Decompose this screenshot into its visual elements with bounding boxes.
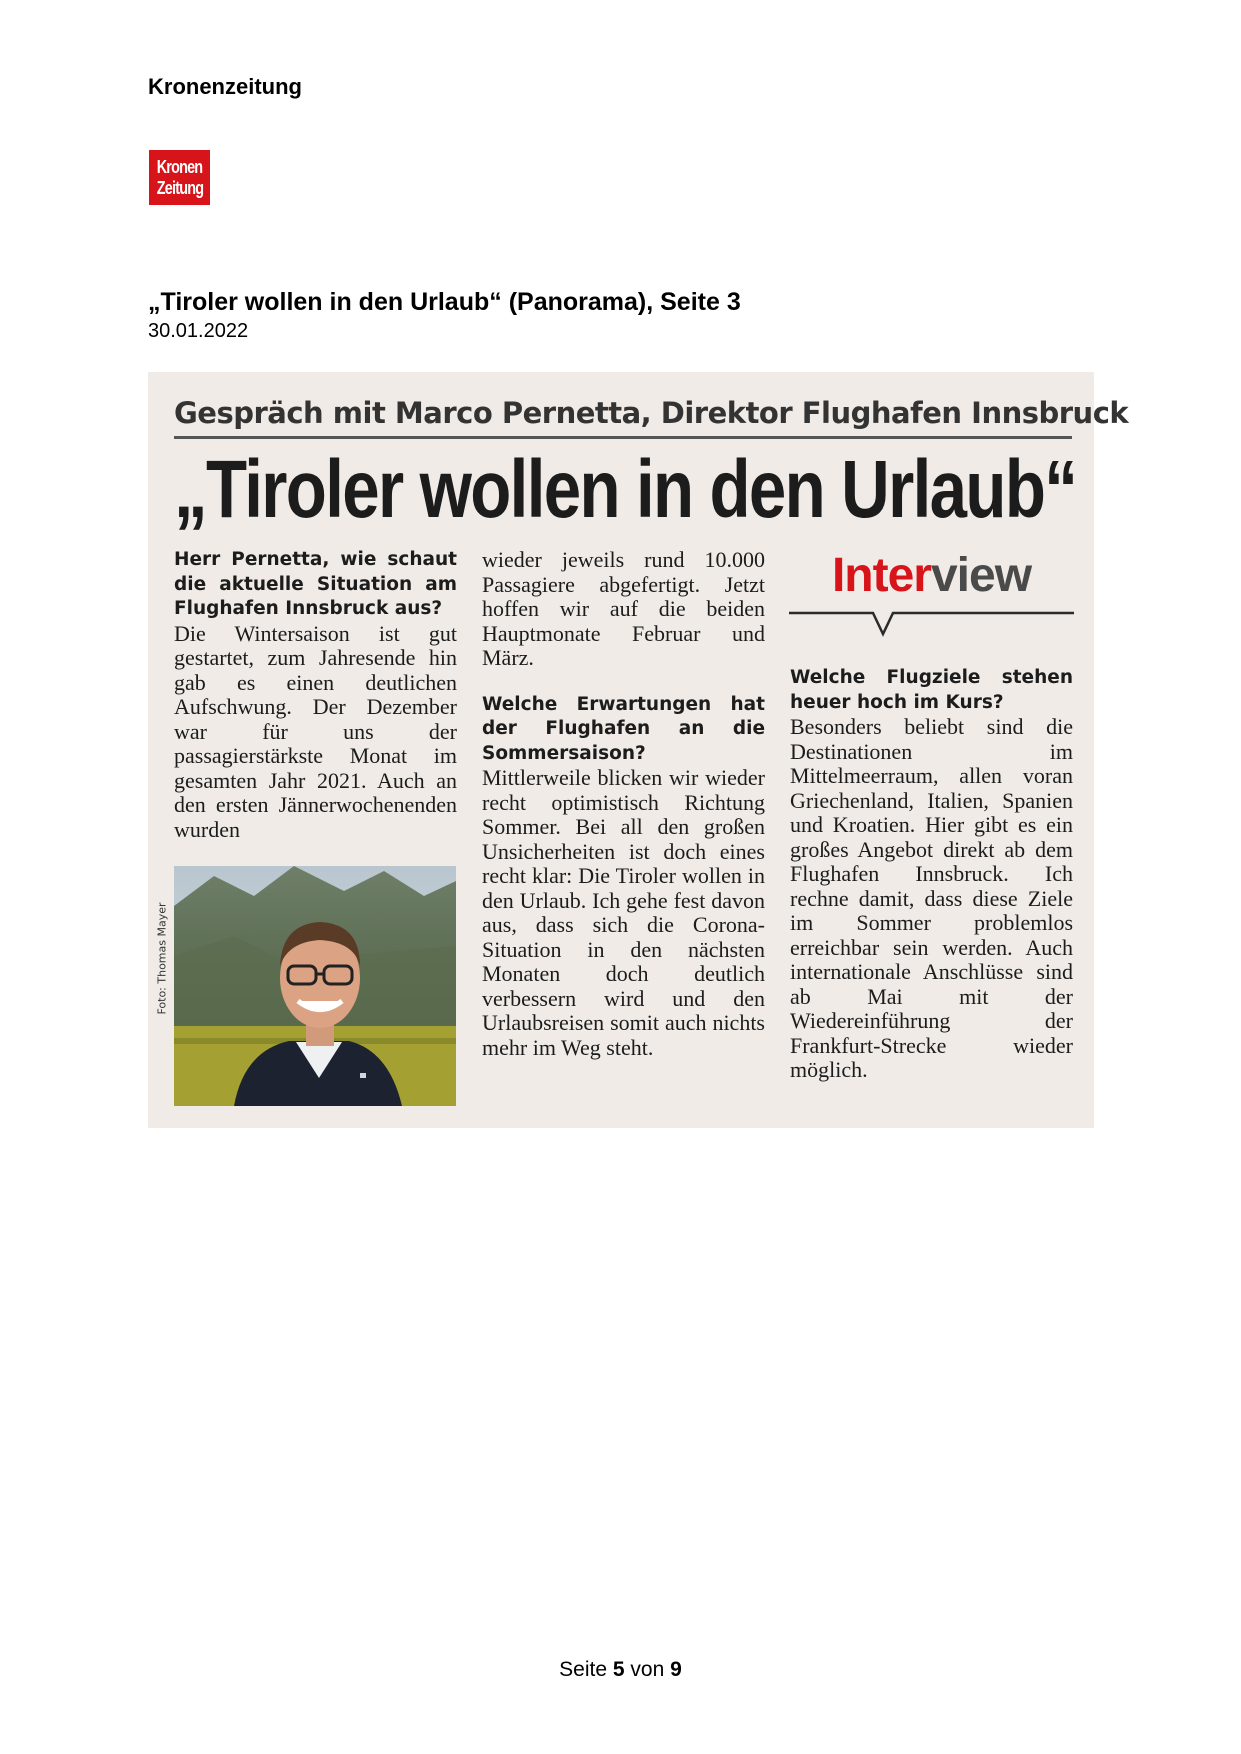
- newspaper-clipping: [148, 372, 1129, 1128]
- footer-middle: von: [630, 1658, 665, 1681]
- clip-title: „Tiroler wollen in den Urlaub“ (Panorama), Seite 3: [148, 288, 741, 316]
- photo-credit: [150, 902, 170, 1032]
- answer-3: Besonders beliebt sind die Destinationen im Mittelmeerraum, allen voran Griechenland, Italien, Spanien und Kroatien. Hier gibt es ein großes Angebot direkt ab dem Flughafen Innsbruck. Ich rechne damit, dass diese Ziele im Sommer problemlos erreichbar sein werden. Auch internationale Anschlüsse sind ab Mai mit der Wiedereinführung der Frankfurt-Strecke wieder möglich.: [790, 714, 1073, 1082]
- footer-total-pages: 9: [670, 1658, 682, 1681]
- question-3: Welche Flugziele stehen heuer hoch im Kurs?: [790, 667, 1073, 713]
- article-column-2: [482, 548, 765, 1060]
- logo-line-2: Zeitung: [156, 177, 203, 198]
- article-column-1: [174, 548, 457, 842]
- page-footer: [0, 1658, 1241, 1682]
- clip-date: 30.01.2022: [148, 320, 249, 342]
- kicker-divider: [174, 436, 1072, 439]
- answer-1-part-2: wieder jeweils rund 10.000 Passagiere abgefertigt. Jetzt hoffen wir auf die beiden Hauptmonate Februar und März.: [482, 547, 765, 670]
- interview-label-red: Inter: [831, 549, 931, 602]
- answer-1-part-1: Die Wintersaison ist gut gestartet, zum Jahresende hin gab es einen deutlichen Aufschwung. Der Dezember war für uns der passagierstärkste Monat im gesamten Jahr 2021. Auch an den ersten Jännerwochenenden wurden: [174, 620, 457, 842]
- kronen-zeitung-logo: [149, 150, 210, 205]
- footer-prefix: Seite: [559, 1658, 608, 1681]
- portrait-photo: [174, 866, 456, 1106]
- photo-credit-text: Foto: Thomas Mayer: [155, 902, 169, 1015]
- speech-bubble-icon: [788, 608, 1075, 638]
- portrait-illustration: [174, 866, 456, 1106]
- article-kicker: Gespräch mit Marco Pernetta, Direktor Flughafen Innsbruck: [174, 396, 1129, 430]
- interview-label: [790, 550, 1073, 602]
- answer-2: Mittlerweile blicken wir wieder recht optimistisch Richtung Sommer. Bei all den großen Unsicherheiten ist doch eines recht klar: Die Tiroler wollen in den Urlaub. Ich gehe fest davon aus, dass sich die Corona-Situation in den nächsten Monaten doch deutlich verbessern wird und den Urlaubsreisen somit auch nichts mehr im Weg steht.: [482, 765, 765, 1060]
- publication-name: Kronenzeitung: [148, 74, 302, 99]
- logo-line-1: Kronen: [156, 156, 203, 177]
- article-headline: „Tiroler wollen in den Urlaub“: [174, 444, 1077, 535]
- question-1: Herr Pernetta, wie schaut die aktuelle Situation am Flughafen Innsbruck aus?: [174, 549, 457, 619]
- interview-label-grey: view: [930, 549, 1032, 602]
- footer-page-number: 5: [612, 1658, 625, 1681]
- question-2: Welche Erwartungen hat der Flughafen an die Sommersaison?: [482, 693, 765, 764]
- article-column-3: [790, 666, 1073, 1083]
